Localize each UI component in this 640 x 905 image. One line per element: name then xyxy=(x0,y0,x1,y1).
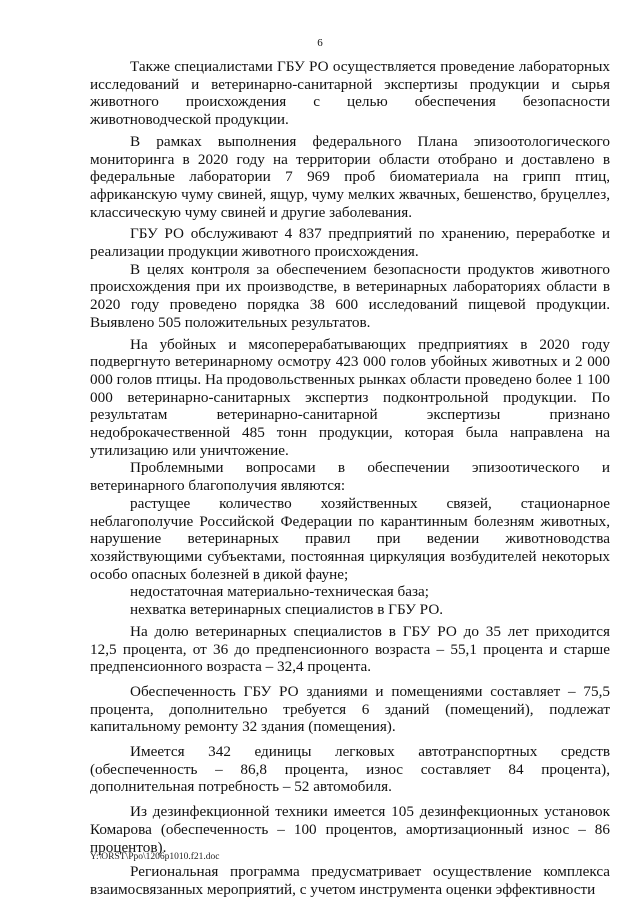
paragraph: ГБУ РО обслуживают 4 837 предприятий по хранению, переработке и реализации продукции животного происхождения. xyxy=(90,225,610,261)
paragraph: Также специалистами ГБУ РО осуществляется проведение лабораторных исследований и ветеринарно-санитарной экспертизы продукции и сырья животного происхождения с целью обеспечения безопасности животноводческой продукции. xyxy=(90,58,610,129)
document-body xyxy=(90,58,610,899)
page-number: 6 xyxy=(317,37,323,49)
file-path-footer: Y:\ORST\Ppo\1206p1010.f21.doc xyxy=(90,852,220,862)
paragraph: В рамках выполнения федерального Плана эпизоотологического мониторинга в 2020 году на территории области отобрано и доставлено в федеральные лаборатории 7 969 проб биоматериала на грипп птиц, африканскую чуму свиней, ящур, чуму мелких жвачных, бешенство, бруцеллез, классическую чуму свиней и другие заболевания. xyxy=(90,132,610,221)
paragraph: Региональная программа предусматривает осуществление комплекса взаимосвязанных мероприятий, с учетом инструмента оценки эффективности xyxy=(90,863,610,898)
paragraph: Имеется 342 единицы легковых автотранспортных средств (обеспеченность – 86,8 процента, износ составляет 84 процента), дополнительная потребность – 52 автомобиля. xyxy=(90,743,610,796)
paragraph: недостаточная материально-техническая база; xyxy=(130,583,429,601)
paragraph: Обеспеченность ГБУ РО зданиями и помещениями составляет – 75,5 процента, дополнительно требуется 6 зданий (помещений), подлежат капитальному ремонту 32 здания (помещения). xyxy=(90,682,610,736)
paragraph: Проблемными вопросами в обеспечении эпизоотического и ветеринарного благополучия являются: xyxy=(90,459,610,495)
paragraph: На долю ветеринарных специалистов в ГБУ РО до 35 лет приходится 12,5 процента, от 36 до предпенсионного возраста – 55,1 процента и старше предпенсионного возраста – 32,4 процента. xyxy=(90,622,610,676)
paragraph: Из дезинфекционной техники имеется 105 дезинфекционных установок Комарова (обеспеченность – 100 процентов, амортизационный износ – 86 процентов). xyxy=(90,803,610,856)
paragraph: растущее количество хозяйственных связей, стационарное неблагополучие Российской Федерации по карантинным болезням животных, нарушение ветеринарных правил при ведении животноводства хозяйствующими субъектами, постоянная циркуляция возбудителей некоторых особо опасных болезней в дикой фауне; xyxy=(90,494,610,583)
paragraph: В целях контроля за обеспечением безопасности продуктов животного происхождения при их производстве, в ветеринарных лабораториях области в 2020 году проведено порядка 38 600 исследований пищевой продукции. Выявлено 505 положительных результатов. xyxy=(90,260,610,331)
paragraph: На убойных и мясоперерабатывающих предприятиях в 2020 году подвергнуто ветеринарному осмотру 423 000 голов убойных животных и 2 000 000 голов птицы. На продовольственных рынках области проведено более 1 100 000 ветеринарно-санитарных экспертиз подконтрольной продукции. По результатам ветеринарно-санитарной экспертизы признано недоброкачественной 485 тонн продукции, которая была направлена на утилизацию или уничтожение. xyxy=(90,335,610,459)
paragraph: нехватка ветеринарных специалистов в ГБУ РО. xyxy=(130,601,444,619)
